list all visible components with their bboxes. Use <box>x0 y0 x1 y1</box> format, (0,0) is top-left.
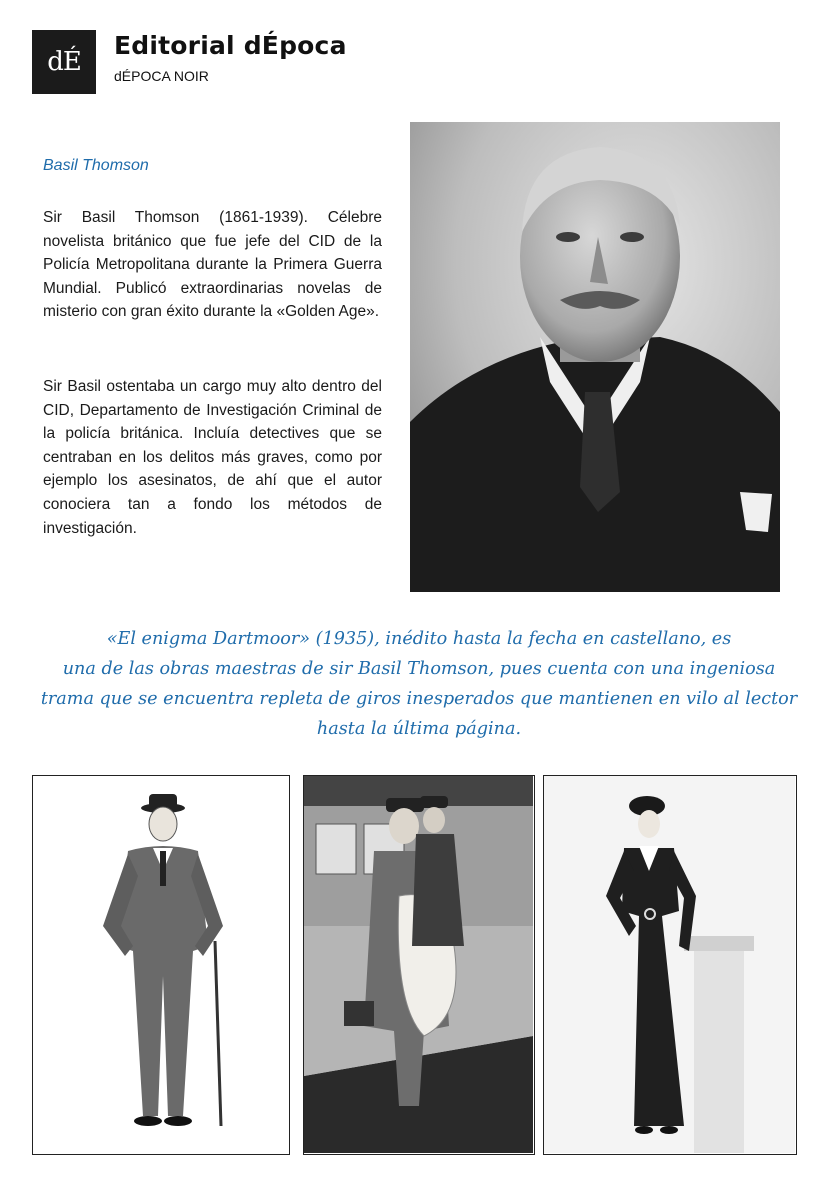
bio-paragraph: Sir Basil Thomson (1861-1939). Célebre novelista británico que fue jefe del CID de la Policía Metropolitana durante la Primera Guerra Mundial. Publicó extraordinarias novelas de misterio con gran éxito durante la «Golden Age». <box>43 209 382 321</box>
illustration-woman-in-dress <box>543 775 797 1155</box>
illustration-man-in-suit <box>32 775 290 1155</box>
author-name: Basil Thomson <box>43 157 149 174</box>
author-portrait-photo <box>410 122 780 592</box>
quote-line: hasta la última página. <box>316 719 522 739</box>
collection-name: dÉPOCA NOIR <box>114 68 209 84</box>
illustration-train-station-scene <box>303 775 535 1155</box>
quote-line: trama que se encuentra repleta de giros inesperados que mantienen en vilo al lector <box>40 689 798 709</box>
bio-paragraph: Sir Basil ostentaba un cargo muy alto dentro del CID, Departamento de Investigación Criminal de la policía británica. Incluía detectives que se centraban en los delitos más graves, como por ejemplo los asesinatos, de ahí que el autor conociera tan a fondo los métodos de investigación. <box>43 378 382 537</box>
publisher-logo <box>32 30 96 94</box>
book-quote <box>20 624 818 744</box>
quote-line: «El enigma Dartmoor» (1935), inédito hasta la fecha en castellano, es <box>106 629 732 649</box>
logo-text: dÉ <box>47 47 81 77</box>
publisher-name: Editorial dÉpoca <box>114 31 347 60</box>
quote-line: una de las obras maestras de sir Basil Thomson, pues cuenta con una ingeniosa <box>62 659 776 679</box>
